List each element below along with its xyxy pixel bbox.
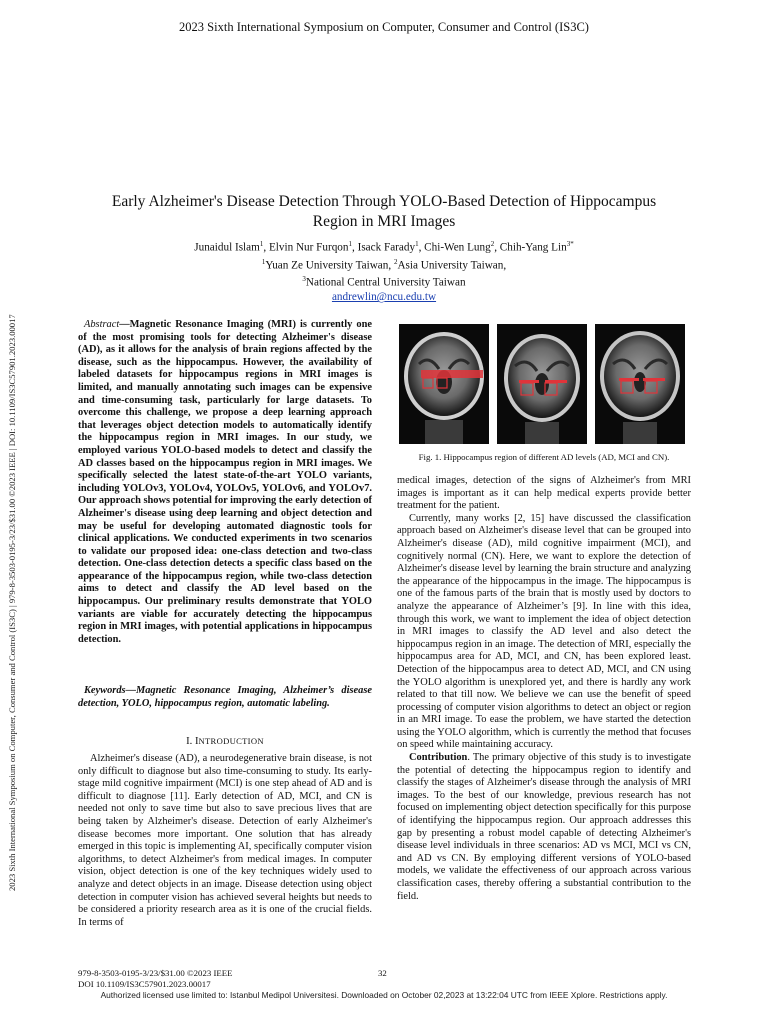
section-heading-introduction — [78, 736, 372, 747]
right-paragraph-2: Currently, many works [2, 15] have discussed the classification approach based on Alzheimer's disease level that can be grouped into Alzheimer's disease (AD), mild cognitive impairment (MCI), and cognitively normal (CN). Here, we want to explore the detection of Alzheimer's disease level by learning the brain structure and analyzing the appearance of the hippocampus in the image. The hippocampus is one of the famous parts of the brain that is mostly used by doctors to analyze the appearance of Alzheimer’s [9]. In line with this idea, through this work, we want to implement the idea of object detection in MRI images to classify the AD level and also detect the hippocampus region in an image. The detection of MRI, especially the hippocampus area for AD, MCI, and CN, has been explored least. Detection of the hippocampus area to detect AD, MCI, and CN using the YOLO algorithm is unexplored yet, and there is hardly any work related to that till now. We believe we can use the benefit of speed processing of computer vision algorithms to detect an object or region in an MRI image. To ease the problem, we have started the detection using the YOLO algorithm, which is currently the method that focuses on speed while maintaining accuracy. — [397, 512, 691, 751]
aff-sup: 2 — [393, 257, 398, 266]
author-name: Junaidul Islam — [194, 241, 260, 254]
author-list: Junaidul Islam$^1$, Elvin Nur Furqon$^1$, Isack Farady$^1$, Chi-Wen Lung$^2$, Chih-Yang Lin$^{3*}$ — [194, 240, 574, 254]
mri-image-ad — [399, 324, 489, 444]
affiliation-1: Yuan Ze University Taiwan, — [265, 259, 392, 272]
author-name: Isack Farady — [357, 241, 416, 254]
footer-info — [78, 968, 233, 989]
figure-caption: Fig. 1. Hippocampus region of different AD levels (AD, MCI and CN). — [418, 452, 670, 462]
keywords — [78, 685, 372, 710]
affiliation-line — [100, 272, 668, 290]
abstract-label: Abstract — [84, 319, 120, 330]
author-name: Chi-Wen Lung — [424, 241, 491, 254]
right-column-text — [397, 475, 691, 903]
footer-doi: DOI 10.1109/IS3C57901.2023.00017 — [78, 978, 211, 989]
keywords-text: Keywords—Magnetic Resonance Imaging, Alzheimer’s disease detection, YOLO, hippocampus region, automatic labeling. — [78, 685, 372, 709]
section-first-letter: I — [194, 736, 199, 747]
author-name: Elvin Nur Furqon — [268, 241, 349, 254]
conference-header: 2023 Sixth International Symposium on Computer, Consumer and Control (IS3C) — [179, 20, 589, 34]
section-number: I. — [186, 736, 193, 747]
contribution-label: Contribution — [409, 752, 468, 764]
author-sup: 1 — [348, 240, 352, 248]
mri-image-mci — [497, 324, 587, 444]
aff-sup: 3 — [302, 275, 306, 284]
contribution-text: . The primary objective of this study is to investigate the potential of detecting the hippocampus region to identify and classify the stages of Alzheimer's disease through the analysis of MRI images. To the best of our knowledge, previous research has not focused on implementing object detection specifically for this purpose of identifying the hippocampus region. Our approach addresses this gap by presenting a robust model capable of detecting Alzheimer's disease level individuals in three scenarios: AD vs MCI, MCI vs CN, and AD vs CN. By employing different versions of YOLO-based models, we validate the effectiveness of our approach across various classification cases, thereby offering a substantial contribution to the field. — [397, 752, 691, 902]
author-sup: 2 — [490, 240, 495, 248]
author-sup: 1 — [259, 240, 264, 248]
aff-sup: 1 — [261, 257, 266, 266]
abstract-text: —Magnetic Resonance Imaging (MRI) is currently one of the most promising tools for detecting Alzheimer's disease (AD), as it allows for the analysis of brain regions affected by the disease, such as the hippocampus. However, the availability of labeled datasets for hippocampus regions in MRI images is limited, and manually annotating such images can be expensive and time-consuming task, particularly for large datasets. To overcome this challenge, we propose a deep learning approach that leverages object detection models to automatically identify the hippocampus region in MRI images. In our study, we employed various YOLO-based models to detect and classify the AD classes based on the hippocampus region in MRI images. We specifically selected the latest state-of-the-art YOLO variants, including YOLOv3, YOLOv4, YOLOv5, YOLOv6, and YOLOv7. Our approach shows potential for improving the early detection of Alzheimer's disease using deep learning and object detection and may be useful for developing automated diagnostic tools for clinical applications. We conducted experiments in two scenarios to validate our proposed idea: one-class detection and two-class detection. One-class detection detects a specific class based on the appearance of the hippocampus region, while two-class detection aims to detect and classify the AD level based on the hippocampus. Our preliminary results demonstrate that YOLO variants are viable for accurately detecting the hippocampus region in MRI images, with potential applications in hippocampus detection. — [78, 319, 372, 645]
paper-title: Early Alzheimer's Disease Detection Through YOLO-Based Detection of Hippocampus Region in MRI Images — [111, 193, 657, 230]
footer-isbn: 979-8-3503-0195-3/23/$31.00 ©2023 IEEE — [78, 968, 233, 978]
introduction-text — [78, 753, 372, 929]
intro-paragraph: Alzheimer's disease (AD), a neurodegenerative brain disease, is not only difficult to diagnose but also time-consuming to study. Its early-stage mild cognitive impairment (MCI) is one step ahead of AD and is difficult to diagnose [11]. Early detection of AD, MCI, and CN is needed not only to save time but also to save precious lives that are being taken by Alzheimer's disease. Detection of early Alzheimer's disease becomes more important. One solution that has already emerged in this topic is implementing AI, specifically computer vision algorithms, to detect Alzheimer's from medical images. In computer vision, object detection is one of the key techniques widely used to analyze and detect objects in an image. Disease detection using object detection in computer vision has achieved several heights but needs to be considered a priority research area as it is one of the crucial fields. In terms of — [78, 753, 372, 928]
side-margin-text: 2023 Sixth International Symposium on Computer, Consumer and Control (IS3C) | 979-8-3503-0195-3/23/$31.00 ©2023 IEEE | DOI: 10.1109/IS3C57901.2023.00017 — [7, 314, 17, 891]
author-sup: 1 — [415, 240, 419, 248]
author-block — [100, 237, 668, 304]
abstract — [78, 319, 372, 646]
section-title-rest: NTRODUCTION — [198, 736, 264, 746]
affiliation-line — [100, 255, 668, 273]
affiliation-2: Asia University Taiwan, — [397, 259, 507, 272]
right-paragraph-1: medical images, detection of the signs of Alzheimer's from MRI images is important as it can help medical experts provide better treatment for the patient. — [397, 475, 691, 512]
authorized-use-line: Authorized licensed use limited to: Istanbul Medipol Universitesi. Downloaded on October 02,2023 at 13:22:04 UTC from IEEE Xplore. Restrictions apply. — [100, 990, 668, 1000]
author-sup: 3* — [566, 240, 574, 248]
author-email-link[interactable]: andrewlin@ncu.edu.tw — [331, 291, 437, 304]
author-name: Chih-Yang Lin — [499, 241, 567, 254]
right-paragraph-3 — [397, 752, 691, 903]
mri-image-cn — [595, 324, 685, 444]
affiliation-3: National Central University Taiwan — [305, 277, 466, 290]
page-number: 32 — [378, 968, 387, 978]
